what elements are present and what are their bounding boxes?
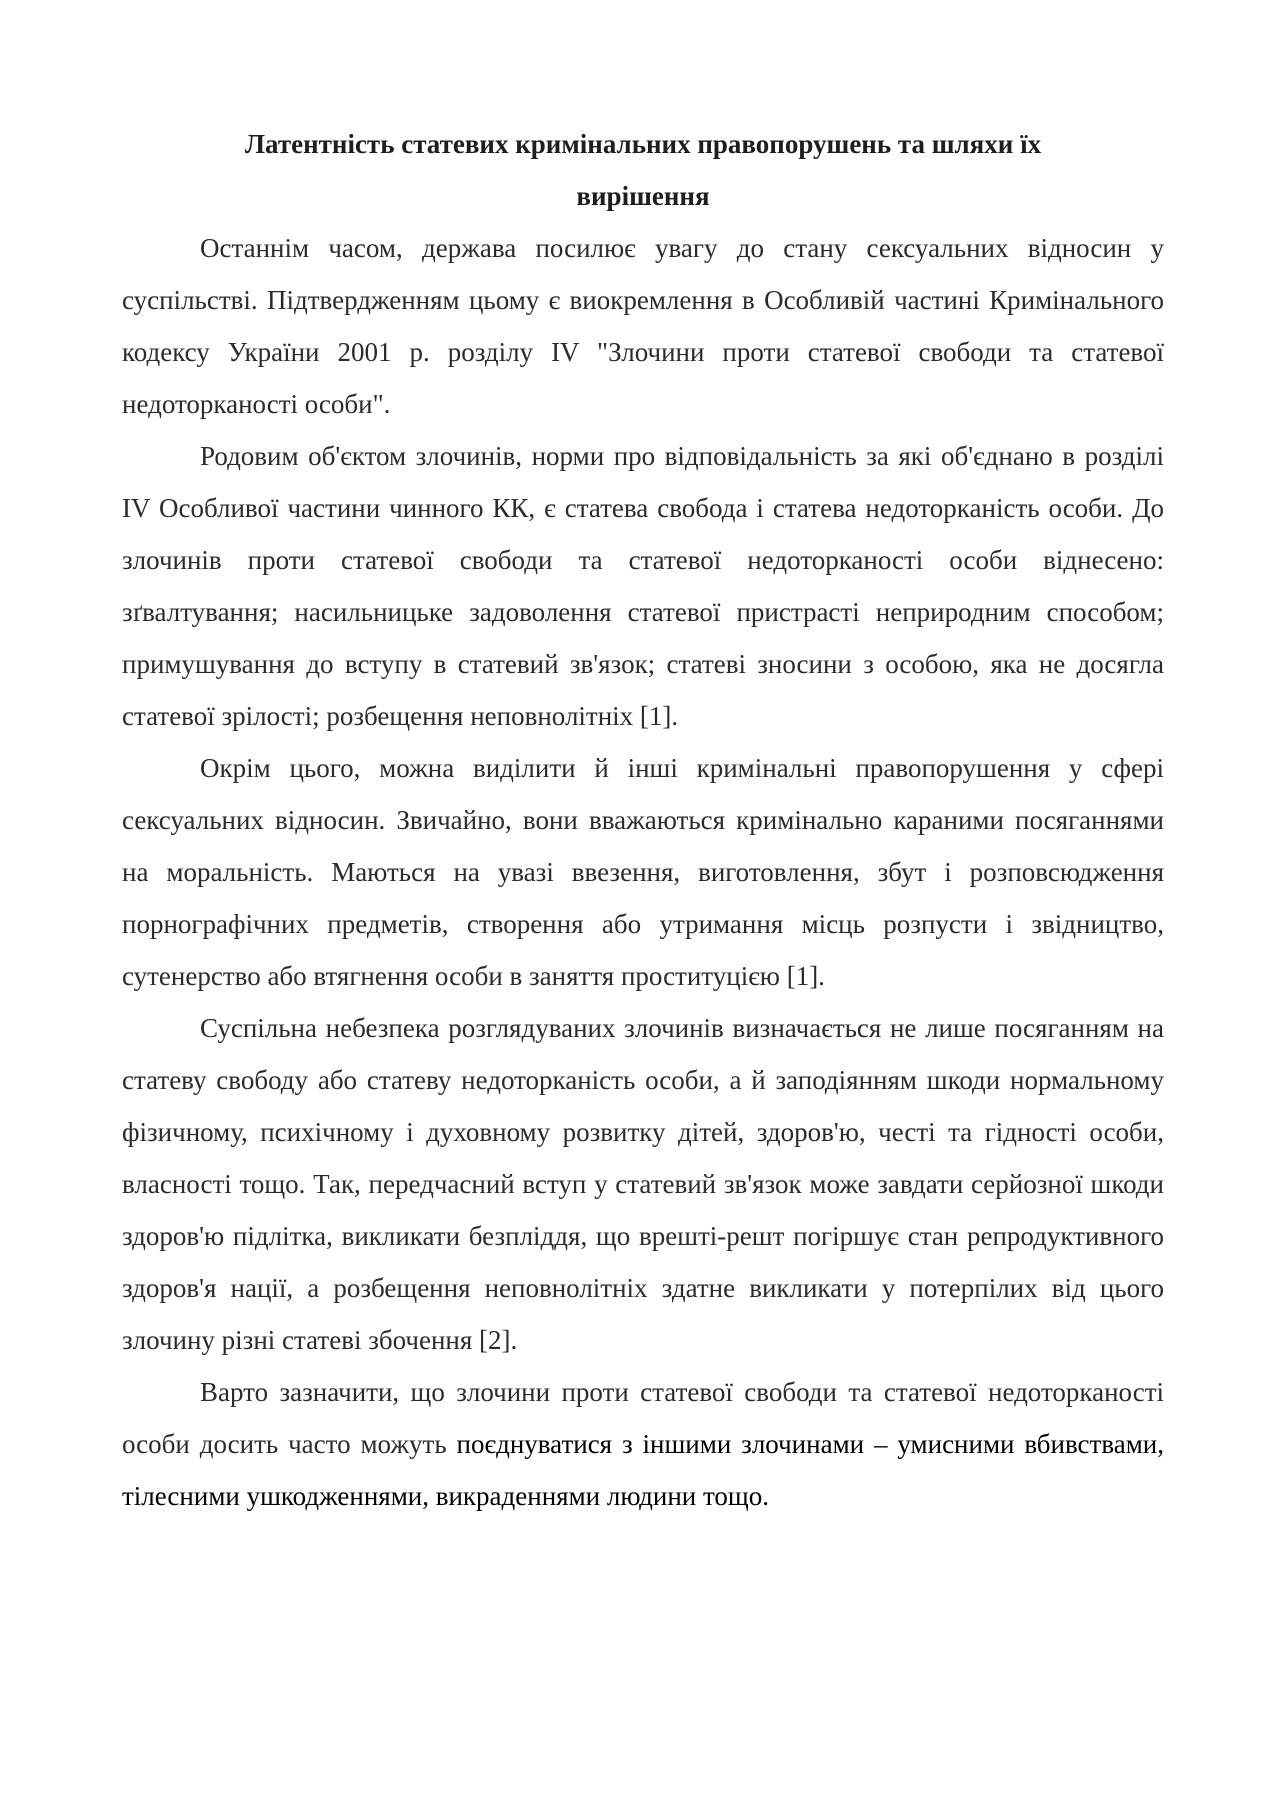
paragraph-1: Останнім часом, держава посилює увагу до стану сексуальних відносин у суспільстві. Підтвердженням цьому є виокремлення в Особливій частині Кримінального кодексу України 2001 р. розділу IV "Злочини проти статевої свободи та статевої недоторканості особи". — [122, 233, 1164, 419]
paragraph-2: Родовим об'єктом злочинів, норми про відповідальність за які об'єднано в розділі IV Особливої частини чинного КК, є статева свобода і статева недоторканість особи. До злочинів проти статевої свободи та статевої недоторканості особи віднесено: зґвалтування; насильницьке задоволення статевої пристрасті неприродним способом; примушування до вступу в статевий зв'язок; статеві зносини з особою, яка не досягла статевої зрілості; розбещення неповнолітніх [1]. — [122, 441, 1164, 731]
paragraph-5 — [122, 1366, 1164, 1522]
paragraph-5-part2: поєднуватися з іншими злочинами – умисними вбивствами, тілесними ушкодженнями, викраденнями людини тощо. — [122, 1429, 1164, 1511]
paragraph-5-part1: Варто зазначити, що злочини проти статевої свободи та статевої недоторканості особи досить часто можуть — [122, 1377, 1164, 1459]
paragraph-4: Суспільна небезпека розглядуваних злочинів визначається не лише посяганням на статеву свободу або статеву недоторканість особи, а й заподіянням шкоди нормальному фізичному, психічному і духовному розвитку дітей, здоров'ю, честі та гідності особи, власності тощо. Так, передчасний вступ у статевий зв'язок може завдати серйозної шкоди здоров'ю підлітка, викликати безпліддя, що врешті-решт погіршує стан репродуктивного здоров'я нації, а розбещення неповнолітніх здатне викликати у потерпілих від цього злочину різні статеві збочення [2]. — [122, 1013, 1164, 1355]
paragraph-3: Окрім цього, можна виділити й інші кримінальні правопорушення у сфері сексуальних відносин. Звичайно, вони вважаються кримінально караними посяганнями на моральність. Маються на увазі ввезення, виготовлення, збут і розповсюдження порнографічних предметів, створення або утримання місць розпусти і звідництво, сутенерство або втягнення особи в заняття проституцією [1]. — [122, 753, 1164, 991]
document-body — [122, 118, 1164, 1522]
document-title: Латентність статевих кримінальних правопорушень та шляхи їх вирішення — [244, 129, 1042, 211]
